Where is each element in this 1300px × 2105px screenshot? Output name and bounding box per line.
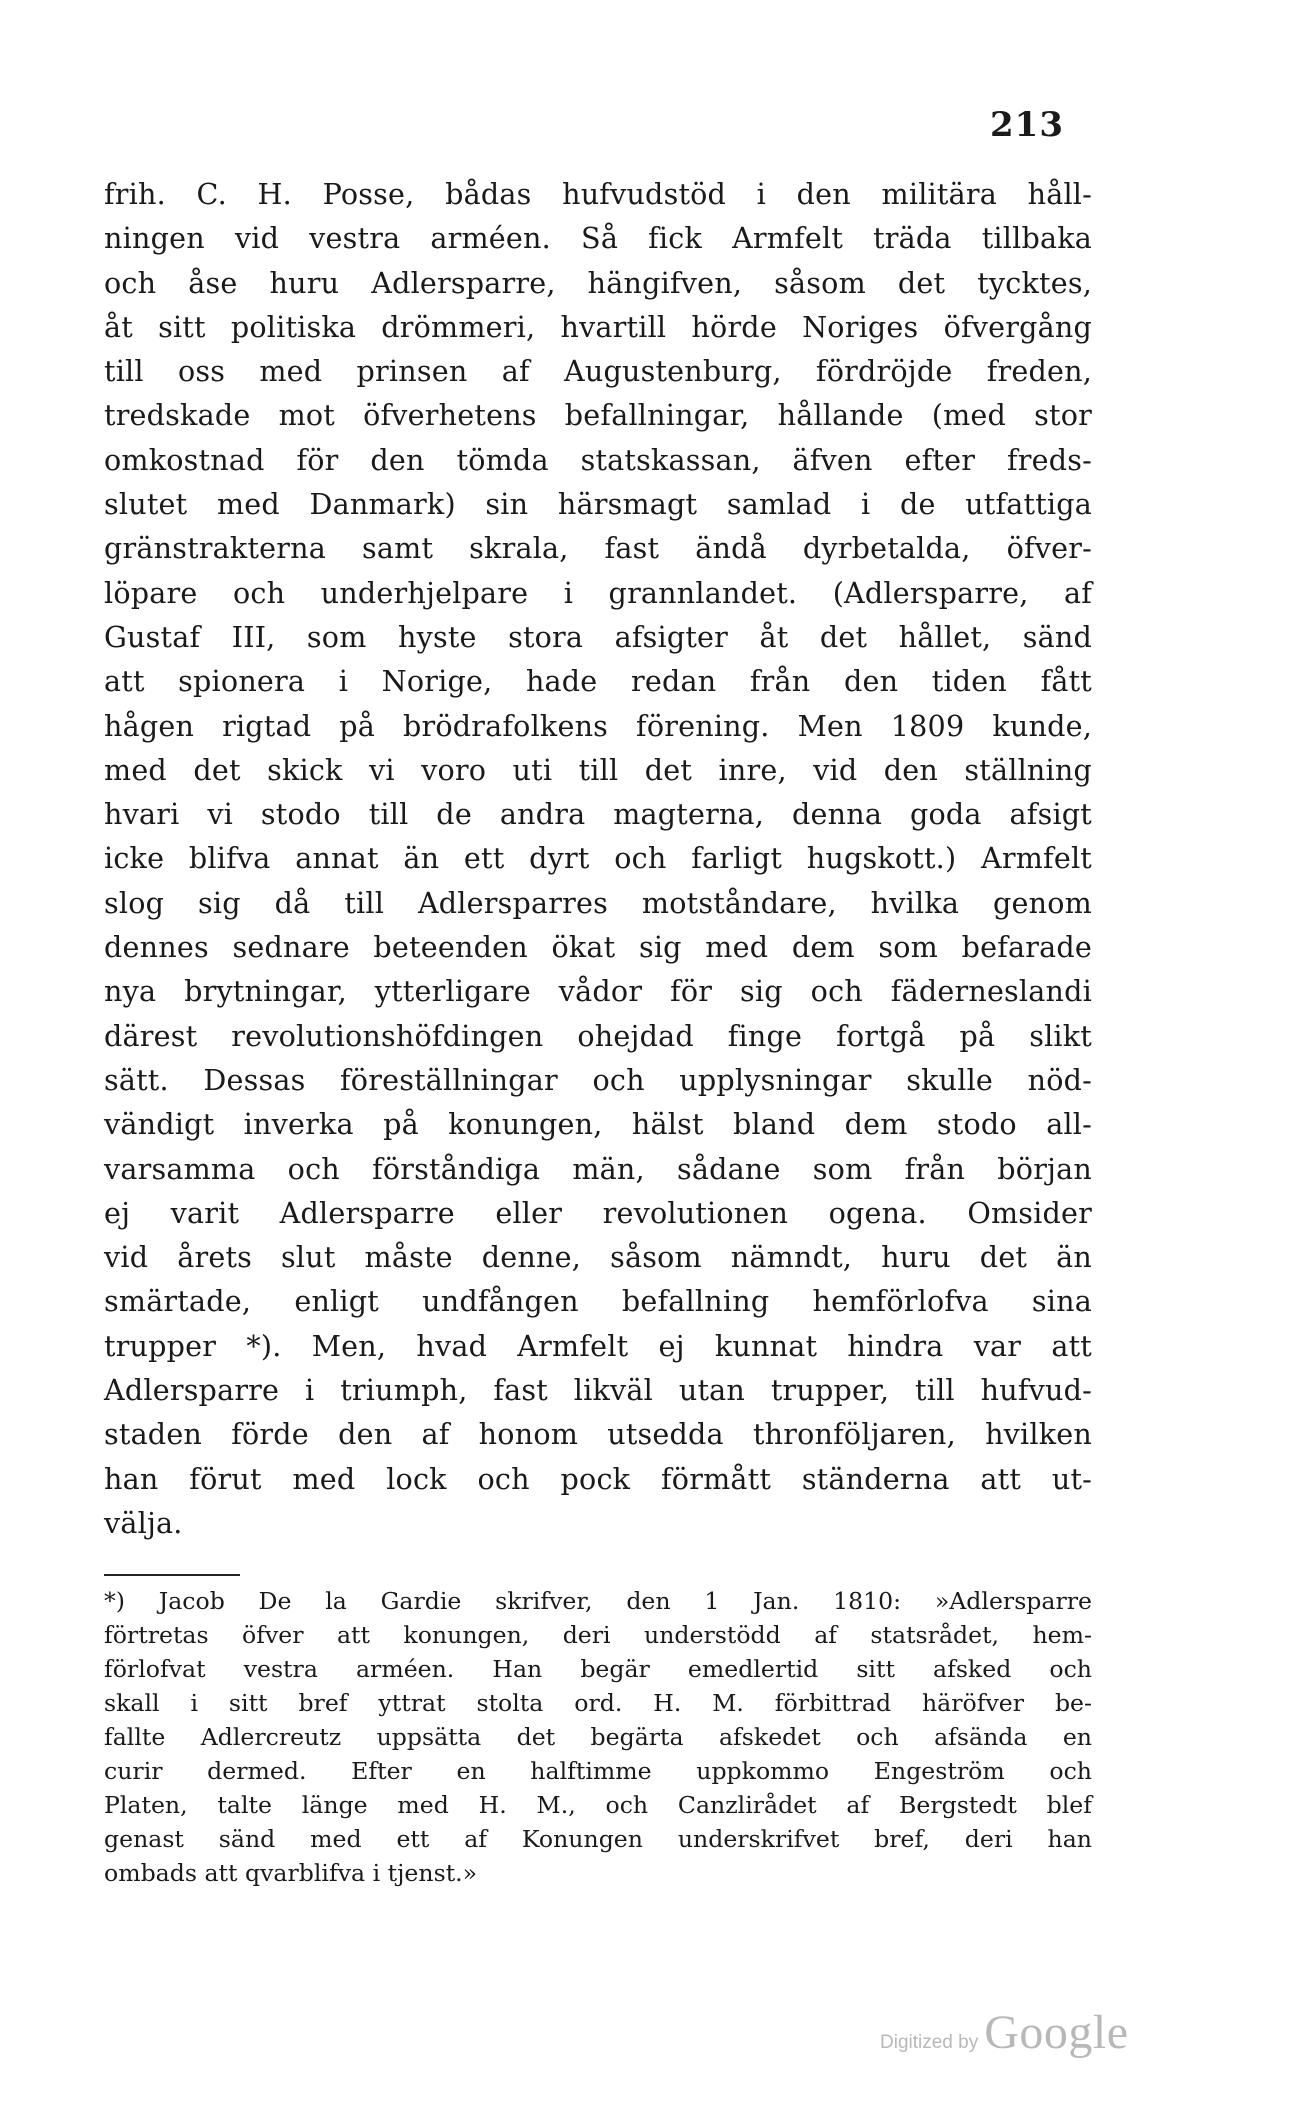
- body-line: och åse huru Adlersparre, hängifven, såsom det tycktes,: [104, 265, 1092, 300]
- footnote-line: ombads att qvarblifva i tjenst.»: [104, 1859, 478, 1887]
- body-line: nya brytningar, ytterligare vådor för sig och fäderneslandi: [104, 974, 1092, 1009]
- body-line: till oss med prinsen af Augustenburg, fördröjde freden,: [104, 354, 1092, 389]
- body-line: därest revolutionshöfdingen ohejdad finge fortgå på slikt: [104, 1018, 1092, 1053]
- body-line: slutet med Danmark) sin härsmagt samlad i de utfattiga: [104, 487, 1092, 522]
- body-line: frih. C. H. Posse, bådas hufvudstöd i den militära håll-: [104, 177, 1092, 211]
- body-line: varsamma och förståndiga män, sådane som från början: [104, 1151, 1092, 1186]
- body-line: icke blifva annat än ett dyrt och farligt hugskott.) Armfelt: [104, 841, 1092, 876]
- body-line: vid årets slut måste denne, såsom nämndt, huru det än: [104, 1240, 1092, 1275]
- footnote-line: genast sänd med ett af Konungen underskrifvet bref, deri han: [104, 1825, 1092, 1853]
- body-line: sätt. Dessas föreställningar och upplysningar skulle nöd-: [104, 1062, 1092, 1097]
- footnote: [104, 1584, 1092, 1890]
- body-line: att spionera i Norige, hade redan från den tiden fått: [104, 664, 1092, 699]
- body-line: slog sig då till Adlersparres motståndare, hvilka genom: [104, 885, 1092, 920]
- watermark-caption: Digitized by: [880, 2032, 979, 2053]
- body-line: tredskade mot öfverhetens befallningar, hållande (med stor: [104, 398, 1092, 433]
- body-line: hågen rigtad på brödrafolkens förening. Men 1809 kunde,: [104, 708, 1092, 743]
- body-line: smärtade, enligt undfången befallning hemförlofva sina: [104, 1284, 1092, 1319]
- google-logo: Google: [984, 2006, 1129, 2059]
- body-text: [104, 172, 1092, 1545]
- body-line: med det skick vi voro uti till det inre, vid den ställning: [104, 752, 1092, 787]
- body-line: åt sitt politiska drömmeri, hvartill hörde Noriges öfvergång: [104, 309, 1092, 344]
- body-line: han förut med lock och pock förmått ständerna att ut-: [104, 1461, 1092, 1496]
- body-line: gränstrakterna samt skrala, fast ändå dyrbetalda, öfver-: [104, 531, 1092, 566]
- body-line: dennes sednare beteenden ökat sig med dem som befarade: [104, 930, 1092, 965]
- body-line: välja.: [104, 1505, 183, 1540]
- body-line: ningen vid vestra arméen. Så fick Armfelt träda tillbaka: [104, 221, 1092, 256]
- footnote-line: förlofvat vestra arméen. Han begär emedlertid sitt afsked och: [104, 1655, 1092, 1683]
- footnote-line: förtretas öfver att konungen, deri understödd af statsrådet, hem-: [104, 1621, 1092, 1649]
- footnote-line: Platen, talte länge med H. M., och Canzlirådet af Bergstedt blef: [104, 1791, 1092, 1819]
- footnote-line: curir dermed. Efter en halftimme uppkommo Engeström och: [104, 1757, 1092, 1785]
- body-line: Adlersparre i triumph, fast likväl utan trupper, till hufvud-: [104, 1373, 1092, 1408]
- body-line: ej varit Adlersparre eller revolutionen ogena. Omsider: [104, 1195, 1092, 1230]
- body-line: omkostnad för den tömda statskassan, äfven efter freds-: [104, 442, 1092, 477]
- footnote-line: skall i sitt bref yttrat stolta ord. H. M. förbittrad häröfver be-: [104, 1689, 1092, 1717]
- page-number: 213: [990, 105, 1064, 145]
- body-line: trupper *). Men, hvad Armfelt ej kunnat hindra var att: [104, 1328, 1092, 1363]
- digitized-watermark: [880, 2005, 1129, 2060]
- body-line: vändigt inverka på konungen, hälst bland dem stodo all-: [104, 1107, 1092, 1142]
- body-line: löpare och underhjelpare i grannlandet. (Adlersparre, af: [104, 575, 1092, 610]
- body-line: Gustaf III, som hyste stora afsigter åt det hållet, sänd: [104, 619, 1092, 654]
- footnote-divider: [104, 1574, 240, 1576]
- footnote-line: fallte Adlercreutz uppsätta det begärta afskedet och afsända en: [104, 1723, 1092, 1751]
- body-line: staden förde den af honom utsedda thronföljaren, hvilken: [104, 1417, 1092, 1452]
- footnote-line: *) Jacob De la Gardie skrifver, den 1 Jan. 1810: »Adlersparre: [104, 1587, 1092, 1615]
- body-line: hvari vi stodo till de andra magterna, denna goda afsigt: [104, 797, 1092, 832]
